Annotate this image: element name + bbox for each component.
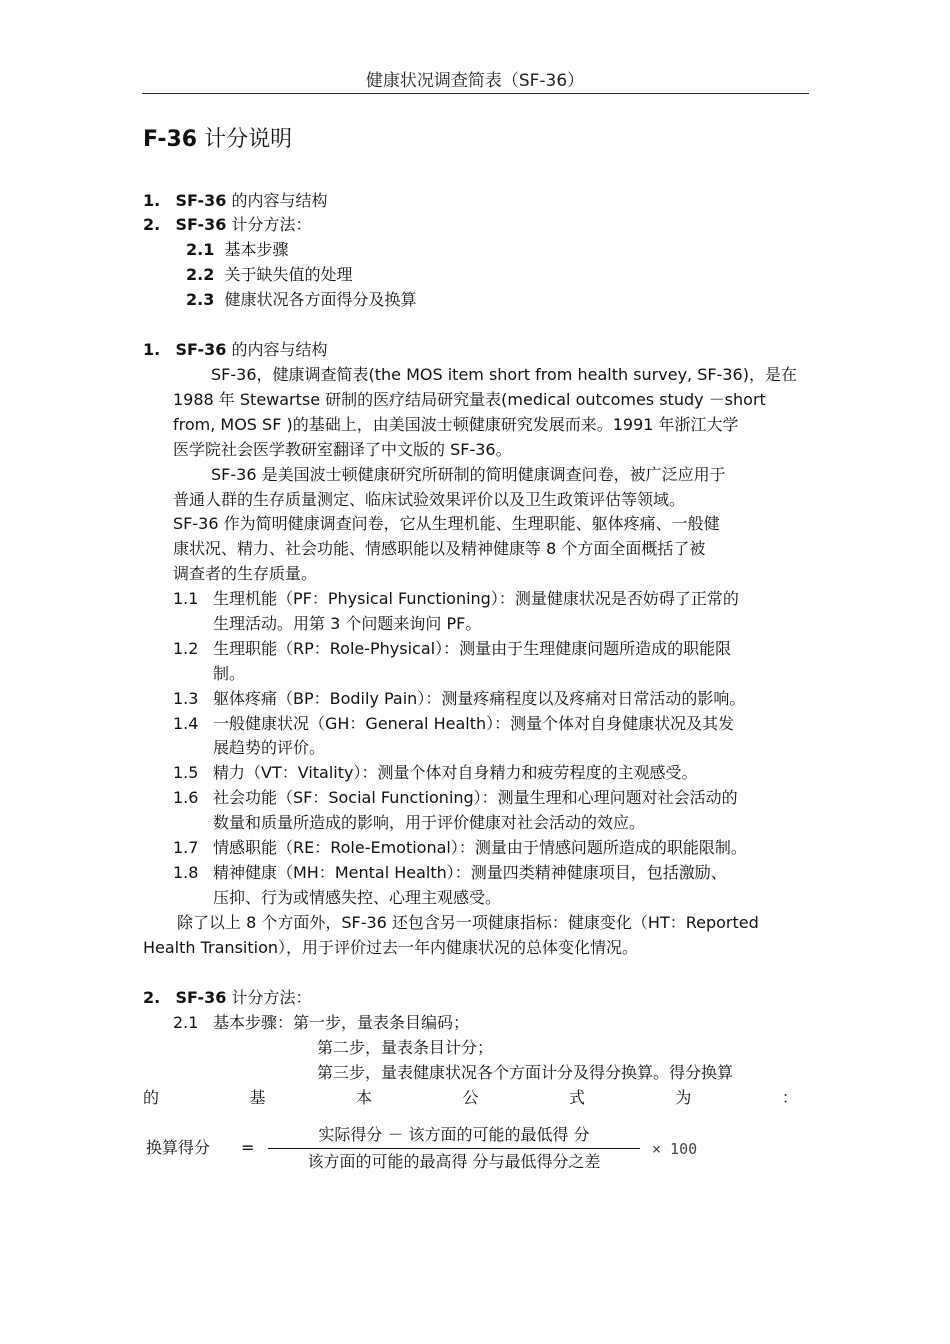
paragraph-line: 除了以上 8 个方面外，SF-36 还包含另一项健康指标：健康变化（HT：Reported — [177, 913, 759, 932]
section-heading-number: 1. — [143, 340, 161, 359]
list-item-number: 1.7 — [173, 838, 199, 857]
paragraph-line: 康状况、精力、社会功能、情感职能以及精神健康等 8 个方面全面概括了被 — [173, 539, 706, 558]
formula-lhs: 换算得分 — [146, 1138, 211, 1157]
formula-equals: = — [241, 1138, 255, 1157]
toc-item-bold: SF-36 — [175, 191, 227, 210]
document-title-bold: F-36 — [143, 127, 198, 152]
list-item-line: 精力（VT：Vitality）：测量个体对自身精力和疲劳程度的主观感受。 — [213, 763, 698, 782]
toc-item-number: 2. — [143, 215, 161, 234]
step-line: 第二步，量表条目计分； — [317, 1038, 494, 1057]
list-item-line: 压抑、行为或情感失控、心理主观感受。 — [213, 888, 502, 907]
list-item-line: 精神健康（MH：Mental Health）：测量四类精神健康项目，包括激励、 — [213, 863, 727, 882]
toc-subitem — [186, 288, 417, 312]
section-heading-bold: SF-36 — [175, 988, 227, 1007]
justified-line — [143, 1086, 798, 1110]
spread-char: 的 — [143, 1088, 160, 1107]
list-item-number: 1.4 — [173, 714, 199, 733]
spread-char: 本 — [355, 1088, 372, 1107]
paragraph-line: 普通人群的生存质量测定、临床试验效果评价以及卫生政策评估等领域。 — [173, 490, 686, 509]
list-item-number: 1.2 — [173, 639, 199, 658]
list-item-number: 1.3 — [173, 689, 199, 708]
paragraph-line: 1988 年 Stewartse 研制的医疗结局研究量表(medical outcomes study －short — [173, 390, 766, 409]
toc-subitem-number: 2.1 — [186, 240, 215, 259]
toc-item — [143, 213, 311, 237]
paragraph-line: from, MOS SF )的基础上，由美国波士顿健康研究发展而来。1991 年浙江大学 — [173, 415, 739, 434]
section-heading-text: 计分方法： — [226, 988, 312, 1007]
list-item-number: 1.1 — [173, 589, 199, 608]
section-heading-text: 的内容与结构 — [226, 340, 328, 359]
fraction-bar — [268, 1148, 640, 1149]
spread-char: ： — [781, 1088, 798, 1107]
list-item-number: 1.8 — [173, 863, 199, 882]
section-heading-number: 2. — [143, 988, 161, 1007]
paragraph-line: Health Transition），用于评价过去一年内健康状况的总体变化情况。 — [143, 938, 639, 957]
list-item-line: 躯体疼痛（BP：Bodily Pain）：测量疼痛程度以及疼痛对日常活动的影响。 — [213, 689, 746, 708]
toc-subitem — [186, 238, 289, 262]
toc-item-text: 的内容与结构 — [226, 191, 328, 210]
header-rule — [142, 93, 809, 94]
list-item-line: 生理机能（PF：Physical Functioning）：测量健康状况是否妨碍了正常的 — [213, 589, 739, 608]
toc-subitem-text: 基本步骤 — [224, 240, 289, 259]
step-line: 基本步骤：第一步，量表条目编码； — [213, 1013, 470, 1032]
list-item-number: 2.1 — [173, 1013, 199, 1032]
step-line: 第三步，量表健康状况各个方面计分及得分换算。得分换算 — [317, 1063, 734, 1082]
running-header: 健康状况调查简表（SF-36） — [365, 71, 585, 91]
spread-char: 基 — [249, 1088, 266, 1107]
paragraph-line: SF-36 是美国波士顿健康研究所研制的简明健康调查问卷，被广泛应用于 — [211, 465, 726, 484]
list-item-line: 生理职能（RP：Role-Physical）：测量由于生理健康问题所造成的职能限 — [213, 639, 732, 658]
spread-char: 公 — [462, 1088, 479, 1107]
document-title — [143, 122, 292, 153]
toc-item — [143, 189, 327, 213]
formula-multiplier: × 100 — [652, 1140, 698, 1158]
list-item-line: 社会功能（SF：Social Functioning）：测量生理和心理问题对社会活动的 — [213, 788, 738, 807]
section-heading — [143, 338, 327, 362]
section-heading-bold: SF-36 — [175, 340, 227, 359]
toc-item-text: 计分方法： — [226, 215, 312, 234]
section-heading — [143, 986, 311, 1010]
list-item-number: 1.6 — [173, 788, 199, 807]
list-item-number: 1.5 — [173, 763, 199, 782]
toc-item-number: 1. — [143, 191, 161, 210]
spread-char: 为 — [675, 1088, 692, 1107]
formula-denominator: 该方面的可能的最高得 分与最低得分之差 — [307, 1152, 601, 1171]
spread-char: 式 — [568, 1088, 585, 1107]
paragraph-line: SF-36 作为简明健康调查问卷，它从生理机能、生理职能、躯体疼痛、一般健 — [173, 514, 720, 533]
paragraph-line: 调查者的生存质量。 — [173, 564, 318, 583]
toc-subitem-text: 健康状况各方面得分及换算 — [224, 290, 417, 309]
paragraph-line: SF-36，健康调查简表(the MOS item short from health survey, SF-36)，是在 — [211, 365, 797, 384]
paragraph-line: 医学院社会医学教研室翻译了中文版的 SF-36。 — [173, 440, 512, 459]
toc-item-bold: SF-36 — [175, 215, 227, 234]
toc-subitem — [186, 263, 353, 287]
formula-numerator: 实际得分 － 该方面的可能的最低得 分 — [318, 1125, 590, 1144]
toc-subitem-number: 2.3 — [186, 290, 215, 309]
list-item-line: 一般健康状况（GH：General Health）：测量个体对自身健康状况及其发 — [213, 714, 735, 733]
toc-subitem-number: 2.2 — [186, 265, 215, 284]
list-item-line: 数量和质量所造成的影响，用于评价健康对社会活动的效应。 — [213, 813, 646, 832]
list-item-line: 展趋势的评价。 — [213, 738, 326, 757]
list-item-line: 制。 — [213, 664, 246, 683]
toc-subitem-text: 关于缺失值的处理 — [224, 265, 353, 284]
list-item-line: 生理活动。用第 3 个问题来询问 PF。 — [213, 614, 482, 633]
list-item-line: 情感职能（RE：Role-Emotional）：测量由于情感问题所造成的职能限制。 — [213, 838, 747, 857]
document-title-rest: 计分说明 — [197, 127, 293, 152]
